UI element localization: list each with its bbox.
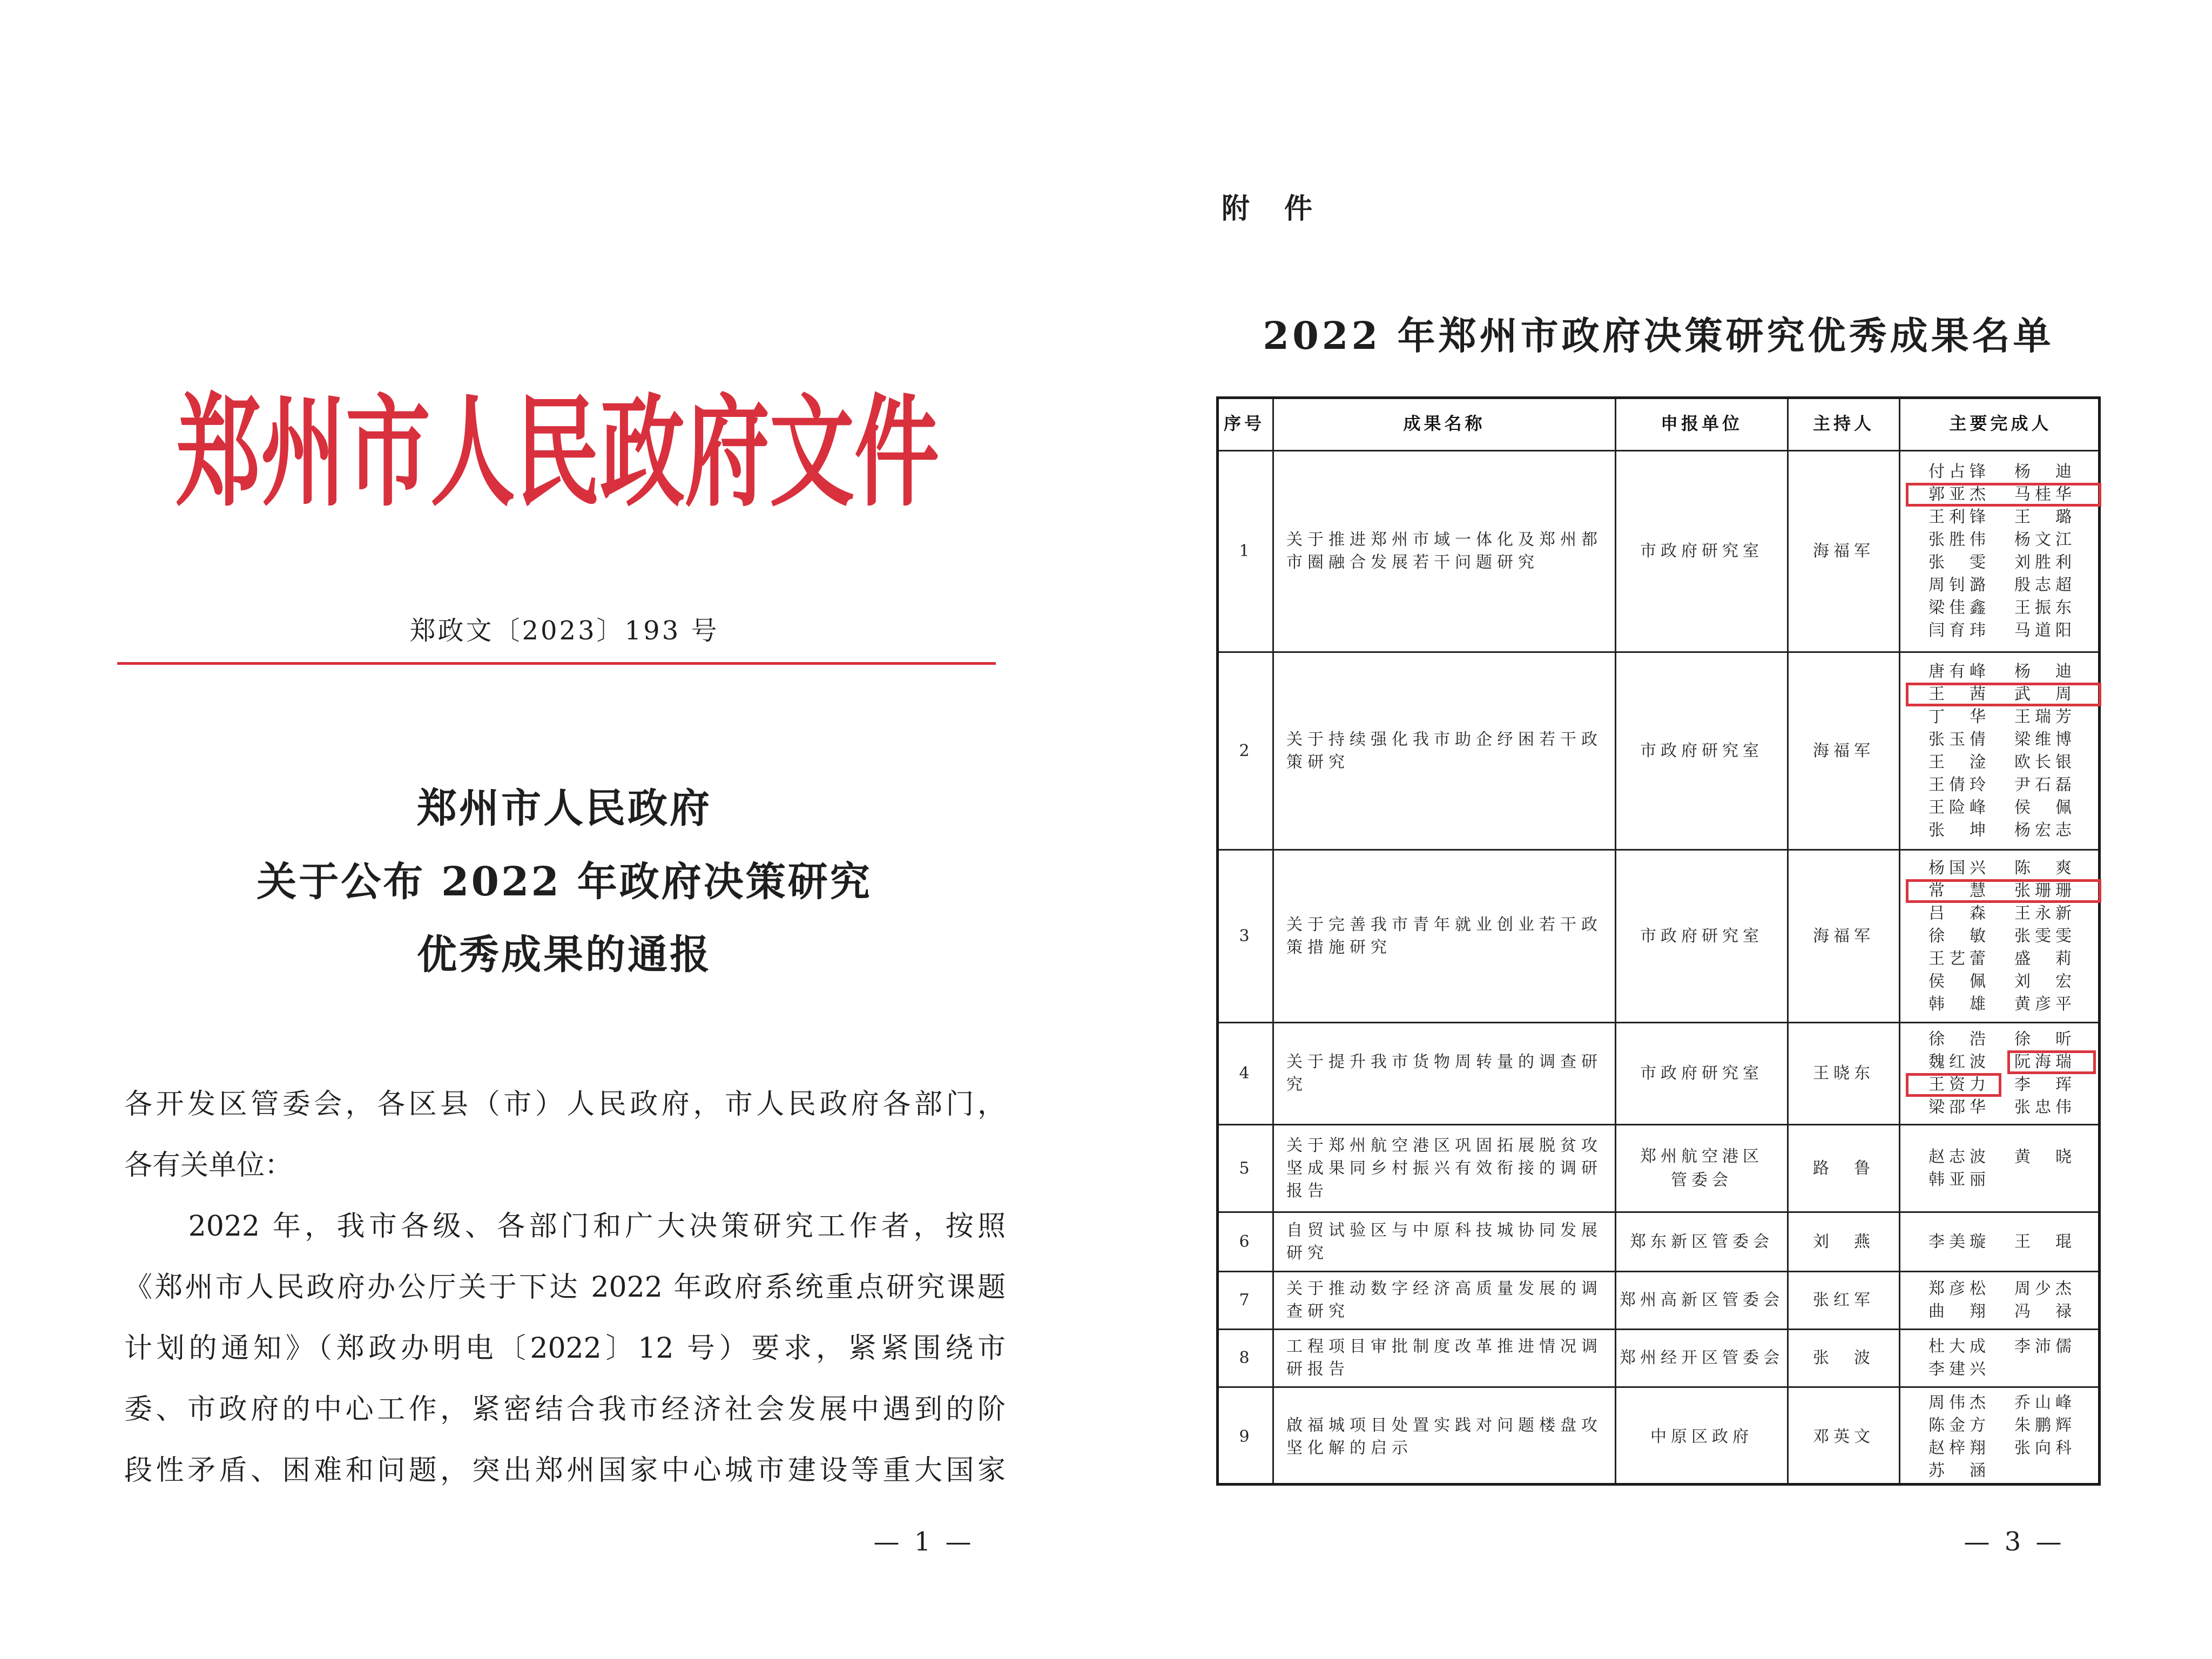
member-name: 王倩玲: [1928, 775, 1990, 794]
table-cell-title: 自贸试验区与中原科技城协同发展研究: [1274, 1213, 1616, 1272]
member-name: 杨国兴: [1928, 858, 1990, 878]
table-header-members: 主要完成人: [1900, 396, 2101, 451]
member-name: 常 慧: [1928, 881, 1990, 900]
member-name: 梁佳鑫: [1928, 598, 1990, 617]
member-name: 付占锋: [1928, 462, 1990, 481]
red-highlight-box: [1906, 683, 2101, 706]
member-name: 张胜伟: [1928, 530, 1990, 549]
unit-line: 市政府研究室: [1640, 542, 1763, 561]
table-cell-index: 8: [1216, 1330, 1274, 1388]
member-name: 李美璇: [1928, 1232, 1990, 1251]
member-line: [1900, 551, 2101, 574]
member-name: 王 茜: [1928, 684, 1990, 704]
body-text-line: 委、市政府的中心工作，紧密结合我市经济社会发展中遇到的阶: [124, 1393, 1006, 1426]
table-cell-host: 张红军: [1789, 1272, 1900, 1330]
table-cell-title: 关于推进郑州市域一体化及郑州都市圈融合发展若干问题研究: [1274, 451, 1616, 653]
member-line: [1900, 925, 2101, 948]
member-line: [1900, 683, 2101, 706]
member-name: 徐 昕: [2014, 1030, 2076, 1049]
member-line: [1900, 819, 2101, 842]
table-header-title: 成果名称: [1274, 396, 1616, 451]
table-cell-host: 海福军: [1789, 451, 1900, 653]
member-name: 王 淦: [1928, 752, 1990, 772]
table-cell-unit: [1616, 1388, 1789, 1486]
member-name: 侯 佩: [2014, 798, 2076, 817]
member-name: 徐 敏: [1928, 926, 1990, 946]
member-name: 武 周: [2014, 684, 2076, 704]
member-line: [1900, 597, 2101, 619]
member-name: 魏红波: [1928, 1053, 1990, 1071]
table-cell-host: 路 鲁: [1789, 1125, 1900, 1213]
table-cell-title: 啟福城项目处置实践对问题楼盘攻坚化解的启示: [1274, 1388, 1616, 1486]
table-cell-members: [1900, 1125, 2101, 1213]
member-name: 王利锋: [1928, 508, 1990, 527]
table-cell-members: [1900, 1272, 2101, 1330]
member-line: [1900, 948, 2101, 970]
member-name: 苏 涵: [1928, 1461, 1990, 1480]
table-cell-members: [1900, 1388, 2101, 1486]
member-name: 王 璐: [2014, 508, 2076, 527]
member-name: 马道阳: [2014, 621, 2076, 640]
red-highlight-box: [1906, 483, 2101, 507]
member-name: 侯 佩: [1928, 972, 1990, 991]
table-cell-title: 关于持续强化我市助企纾困若干政策研究: [1274, 653, 1616, 851]
notice-title-line: 郑州市人民政府: [417, 785, 712, 832]
table-cell-index: 6: [1216, 1213, 1274, 1272]
member-line: [1900, 483, 2101, 506]
table-cell-index: 9: [1216, 1388, 1274, 1486]
unit-line: 郑州高新区管委会: [1620, 1291, 1784, 1310]
member-name: 杨宏志: [2014, 820, 2076, 840]
table-header-index: 序号: [1216, 396, 1274, 451]
body-text-line: 各开发区管委会，各区县（市）人民政府，市人民政府各部门，: [124, 1088, 1006, 1121]
member-name: 梁邵华: [1928, 1098, 1990, 1117]
member-line: [1900, 1437, 2101, 1460]
table-cell-title: 工程项目审批制度改革推进情况调研报告: [1274, 1330, 1616, 1388]
member-name: 殷志超: [2014, 576, 2076, 595]
member-name: 张忠伟: [2014, 1098, 2076, 1117]
member-line: [1900, 774, 2101, 797]
document-number: 郑政文〔2023〕193 号: [409, 616, 719, 646]
header-divider: [117, 662, 996, 665]
member-name: 刘 宏: [2014, 972, 2076, 991]
member-name: 尹石磊: [2014, 775, 2076, 794]
member-name: 杜大成: [1928, 1337, 1990, 1356]
table-cell-index: 1: [1216, 451, 1274, 653]
results-table: [1216, 396, 2101, 1486]
body-text-line: 计划的通知》（郑政办明电〔2022〕12 号）要求，紧紧围绕市: [124, 1332, 1006, 1365]
member-name: 赵梓翔: [1928, 1438, 1990, 1458]
list-title: 2022 年郑州市政府决策研究优秀成果名单: [1263, 313, 2054, 358]
member-name: 韩亚丽: [1928, 1170, 1990, 1189]
unit-line: 管委会: [1671, 1170, 1732, 1190]
member-name: 黄彦平: [2014, 994, 2076, 1014]
member-name: 张珊珊: [2014, 881, 2076, 900]
member-name: 韩 雄: [1928, 994, 1990, 1014]
member-line: [1900, 1074, 2101, 1096]
table-cell-host: 海福军: [1789, 653, 1900, 851]
document-header-title: 郑州市人民政府文件: [176, 383, 940, 524]
member-line: [1900, 1358, 2101, 1381]
notice-title-line: 优秀成果的通报: [417, 932, 712, 978]
attachment-label: 附 件: [1222, 192, 1316, 225]
member-name: 阮海瑞: [2014, 1053, 2076, 1071]
notice-title-line: 关于公布 2022 年政府决策研究: [257, 859, 872, 905]
notice-body: [124, 1074, 1006, 1501]
member-line: [1900, 619, 2101, 642]
member-name: 陈 爽: [2014, 858, 2076, 878]
table-cell-unit: [1616, 451, 1789, 653]
member-name: 王振东: [2014, 598, 2076, 617]
member-name: 张雯雯: [2014, 926, 2076, 946]
unit-line: 市政府研究室: [1640, 1064, 1763, 1083]
member-name: 张向科: [2014, 1438, 2076, 1458]
member-name: 乔山峰: [2014, 1393, 2076, 1412]
member-name: 欧长银: [2014, 752, 2076, 772]
table-cell-host: 刘 燕: [1789, 1213, 1900, 1272]
table-cell-unit: [1616, 1272, 1789, 1330]
unit-line: 郑州航空港区: [1640, 1147, 1763, 1166]
member-line: [1900, 1414, 2101, 1437]
member-line: [1900, 574, 2101, 597]
table-cell-members: [1900, 1023, 2101, 1125]
red-highlight-box: [1906, 1073, 2001, 1097]
table-cell-index: 7: [1216, 1272, 1274, 1330]
member-name: 李建兴: [1928, 1360, 1990, 1379]
unit-line: 郑州经开区管委会: [1620, 1348, 1784, 1367]
member-name: 王 琨: [2014, 1232, 2076, 1251]
member-name: 王永新: [2014, 903, 2076, 923]
member-name: 徐 浩: [1928, 1030, 1990, 1049]
member-name: 赵志波: [1928, 1147, 1990, 1166]
member-line: [1900, 857, 2101, 880]
member-name: 周少杰: [2014, 1279, 2076, 1298]
member-name: 杨 迪: [2014, 662, 2076, 681]
member-line: [1900, 1231, 2101, 1253]
member-line: [1900, 729, 2101, 751]
member-line: [1900, 660, 2101, 683]
table-cell-index: 4: [1216, 1023, 1274, 1125]
member-name: 王艺蕾: [1928, 949, 1990, 968]
member-name: 李沛儒: [2014, 1337, 2076, 1356]
member-line: [1900, 880, 2101, 902]
table-cell-title: 关于提升我市货物周转量的调查研究: [1274, 1023, 1616, 1125]
member-line: [1900, 797, 2101, 819]
member-line: [1900, 529, 2101, 551]
page-number: — 1 —: [873, 1527, 975, 1557]
member-name: 周伟杰: [1928, 1393, 1990, 1412]
member-name: 闫育玮: [1928, 621, 1990, 640]
table-cell-members: [1900, 451, 2101, 653]
table-cell-unit: [1616, 851, 1789, 1023]
red-highlight-box: [2007, 1050, 2096, 1074]
member-line: [1900, 706, 2101, 729]
member-line: [1900, 1392, 2101, 1414]
table-cell-index: 5: [1216, 1125, 1274, 1213]
table-cell-title: 关于完善我市青年就业创业若干政策措施研究: [1274, 851, 1616, 1023]
member-name: 王瑞芳: [2014, 707, 2076, 726]
member-line: [1900, 902, 2101, 925]
table-cell-members: [1900, 1330, 2101, 1388]
table-cell-index: 2: [1216, 653, 1274, 851]
table-cell-index: 3: [1216, 851, 1274, 1023]
member-name: 周钊潞: [1928, 576, 1990, 595]
member-line: [1900, 1300, 2101, 1323]
table-cell-host: 海福军: [1789, 851, 1900, 1023]
member-name: 杨 迪: [2014, 462, 2076, 481]
member-line: [1900, 1146, 2101, 1169]
member-name: 曲 翔: [1928, 1302, 1990, 1321]
member-line: [1900, 1169, 2101, 1191]
member-name: 郭亚杰: [1928, 485, 1990, 504]
table-cell-members: [1900, 851, 2101, 1023]
member-name: 李 珲: [2014, 1075, 2076, 1094]
body-text-line: 各有关单位：: [124, 1149, 293, 1182]
unit-line: 中原区政府: [1650, 1427, 1753, 1446]
member-name: 梁维博: [2014, 730, 2076, 749]
table-cell-title: 关于郑州航空港区巩固拓展脱贫攻坚成果同乡村振兴有效衔接的调研报告: [1274, 1125, 1616, 1213]
member-name: 陈金方: [1928, 1415, 1990, 1435]
member-name: 王险峰: [1928, 798, 1990, 817]
member-line: [1900, 461, 2101, 483]
body-text-line: 2022 年，我市各级、各部门和广大决策研究工作者，按照: [124, 1210, 1006, 1243]
table-cell-title: 关于推动数字经济高质量发展的调查研究: [1274, 1272, 1616, 1330]
table-cell-unit: [1616, 1023, 1789, 1125]
member-name: 张 坤: [1928, 820, 1990, 840]
member-line: [1900, 970, 2101, 993]
member-name: 刘胜利: [2014, 553, 2076, 572]
page-number: — 3 —: [1964, 1527, 2065, 1557]
member-line: [1900, 1028, 2101, 1051]
table-cell-unit: [1616, 653, 1789, 851]
unit-line: 郑东新区管委会: [1630, 1232, 1773, 1251]
table-header-unit: 申报单位: [1616, 396, 1789, 451]
member-name: 王资力: [1928, 1075, 1990, 1094]
table-cell-host: 王晓东: [1789, 1023, 1900, 1125]
member-line: [1900, 506, 2101, 529]
member-name: 盛 莉: [2014, 949, 2076, 968]
member-line: [1900, 1336, 2101, 1358]
table-cell-unit: [1616, 1125, 1789, 1213]
member-name: 郑彦松: [1928, 1279, 1990, 1298]
member-name: 张 雯: [1928, 553, 1990, 572]
member-name: 马桂华: [2014, 485, 2076, 504]
member-line: [1900, 1460, 2101, 1482]
member-name: 黄 晓: [2014, 1147, 2076, 1166]
member-name: 唐有峰: [1928, 662, 1990, 681]
member-name: 冯 禄: [2014, 1302, 2076, 1321]
member-name: 杨文江: [2014, 530, 2076, 549]
member-line: [1900, 1096, 2101, 1119]
body-text-line: 《郑州市人民政府办公厅关于下达 2022 年政府系统重点研究课题: [124, 1271, 1006, 1304]
unit-line: 市政府研究室: [1640, 926, 1763, 946]
member-line: [1900, 751, 2101, 774]
body-text-line: 段性矛盾、困难和问题，突出郑州国家中心城市建设等重大国家: [124, 1454, 1006, 1487]
member-name: 朱鹏辉: [2014, 1415, 2076, 1435]
member-name: 张玉倩: [1928, 730, 1990, 749]
red-highlight-box: [1906, 879, 2101, 903]
unit-line: 市政府研究室: [1640, 741, 1763, 760]
member-line: [1900, 993, 2101, 1016]
member-name: 吕 森: [1928, 903, 1990, 923]
table-cell-host: 张 波: [1789, 1330, 1900, 1388]
table-cell-unit: [1616, 1213, 1789, 1272]
table-cell-members: [1900, 1213, 2101, 1272]
member-name: 丁 华: [1928, 707, 1990, 726]
table-cell-unit: [1616, 1330, 1789, 1388]
member-line: [1900, 1051, 2101, 1074]
table-cell-host: 邓英文: [1789, 1388, 1900, 1486]
member-line: [1900, 1278, 2101, 1300]
table-header-host: 主持人: [1789, 396, 1900, 451]
table-cell-members: [1900, 653, 2101, 851]
